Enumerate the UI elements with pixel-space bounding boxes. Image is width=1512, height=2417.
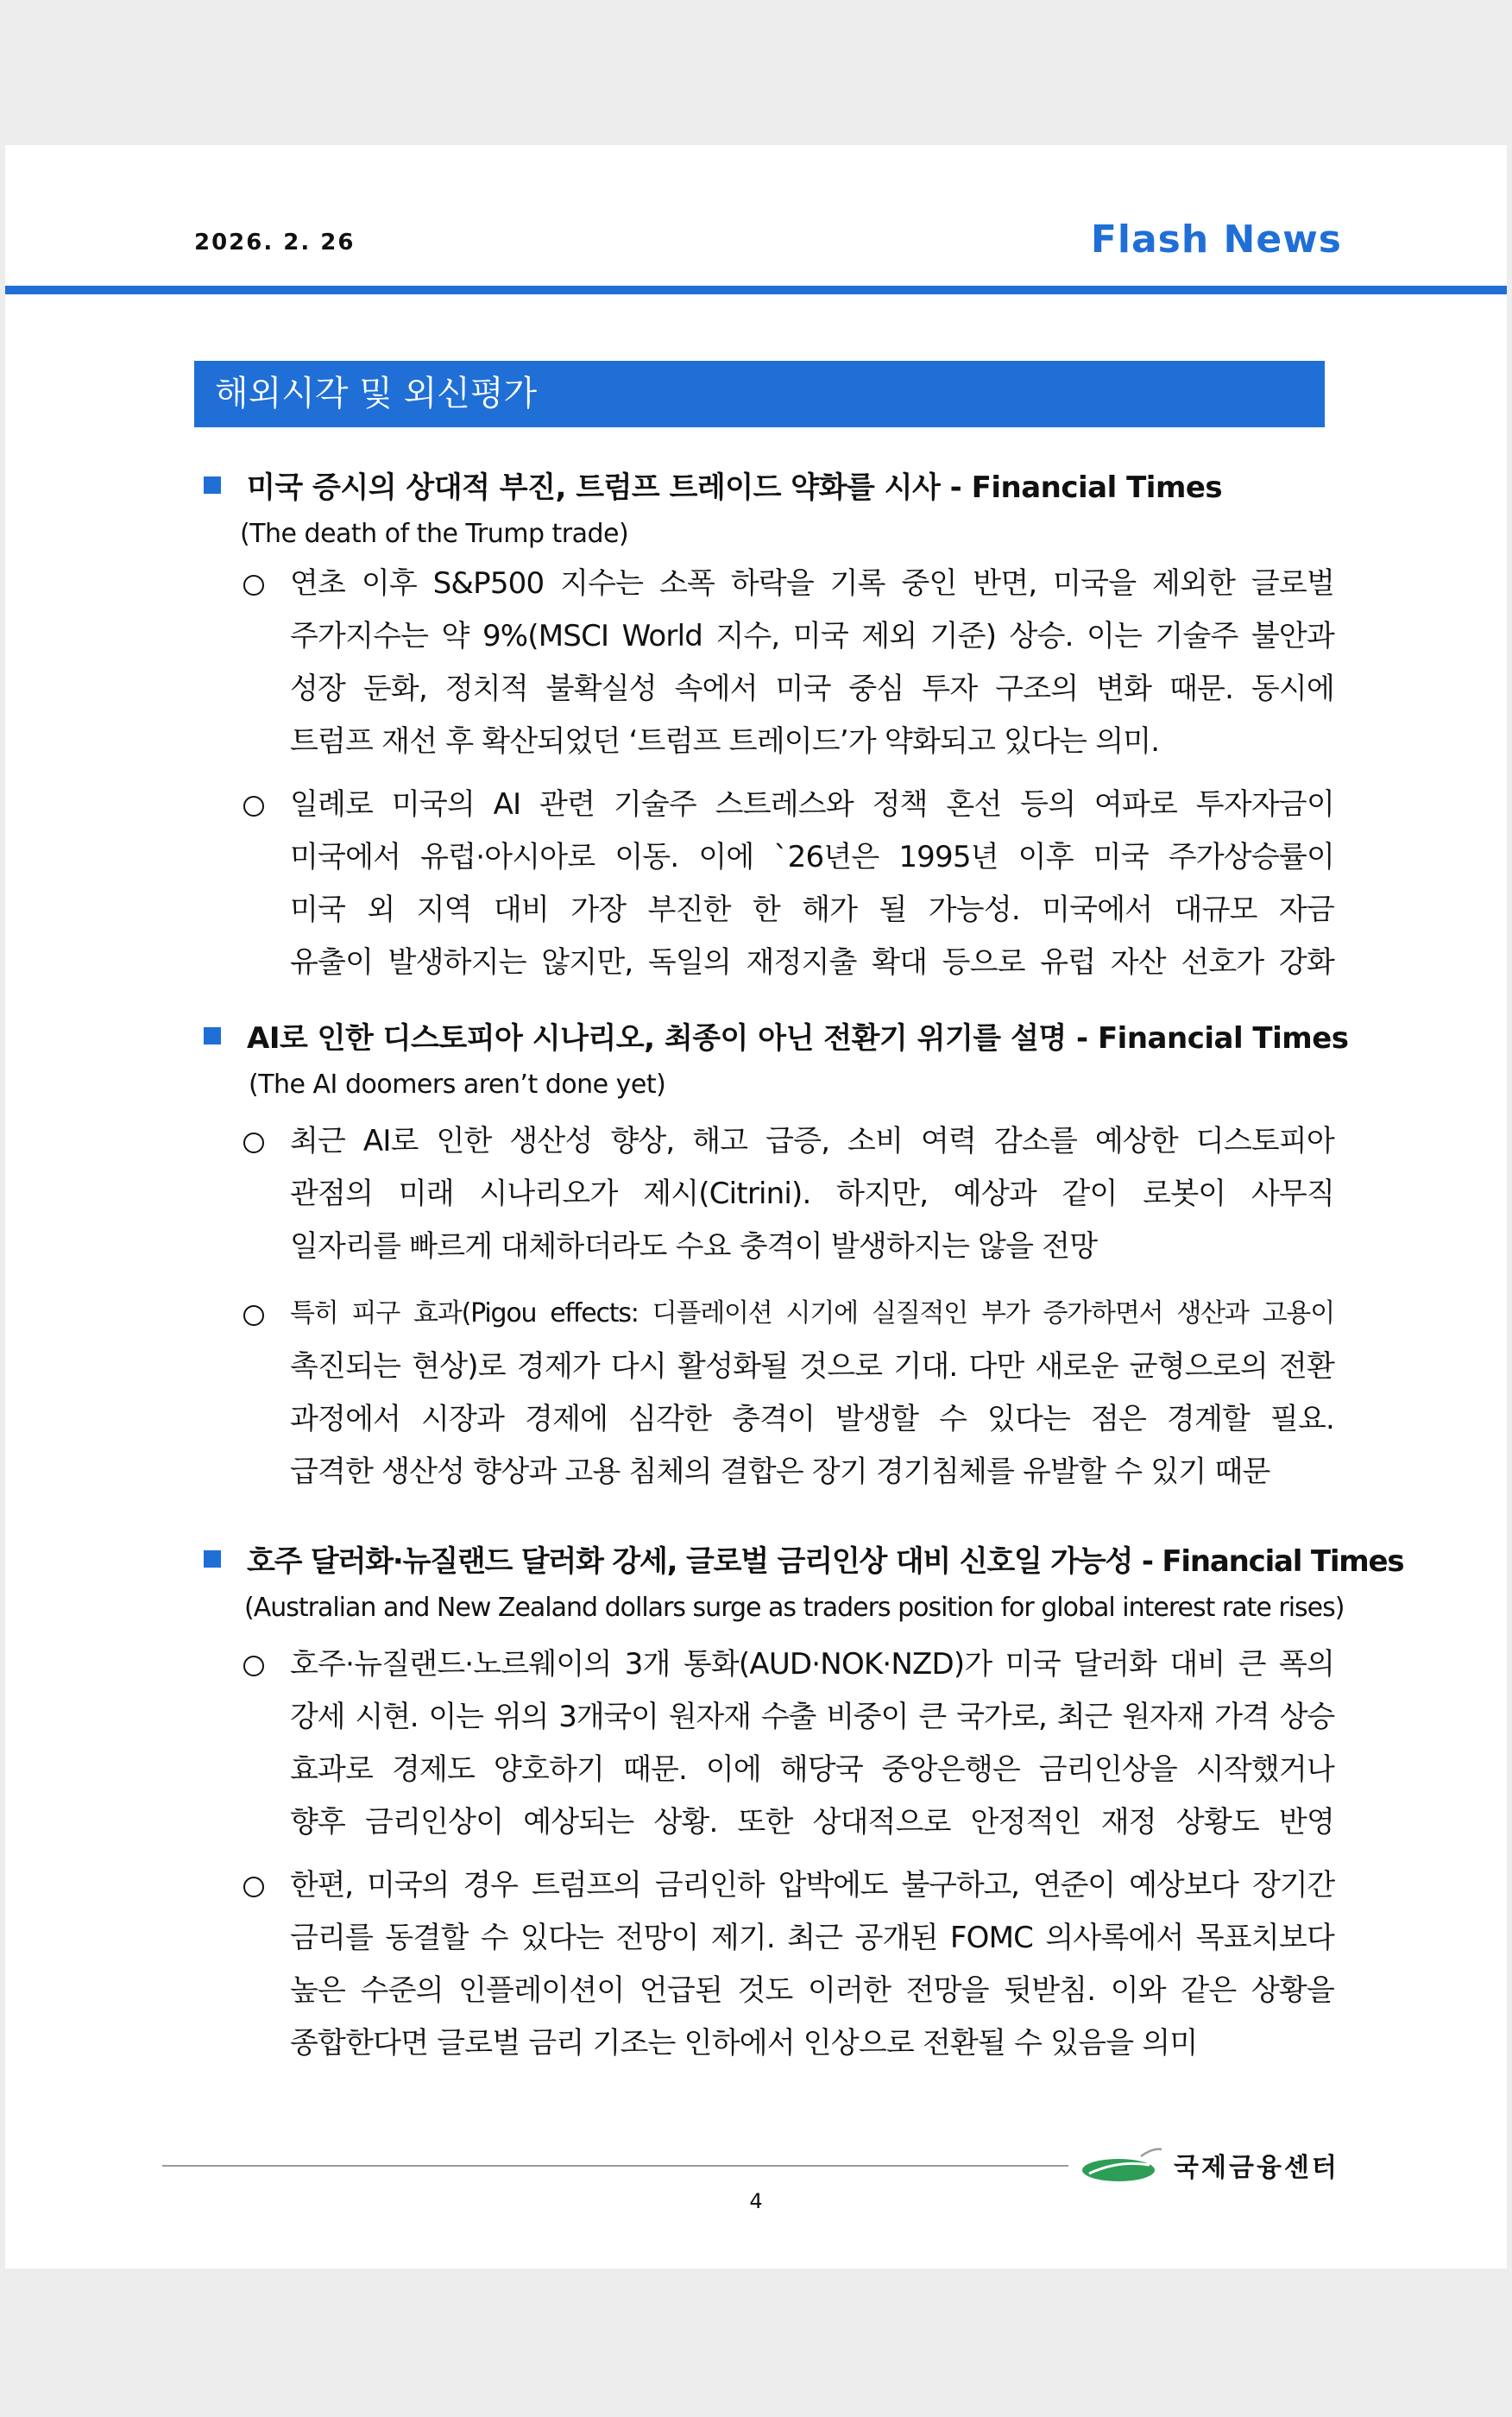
circle-bullet-icon xyxy=(243,796,264,817)
section-title: 해외시각 및 외신평가 xyxy=(194,361,1325,427)
bullet-line: 연초 이후 S&P500 지수는 소폭 하락을 기록 중인 반면, 미국을 제외한 글로벌 xyxy=(290,566,1334,601)
document-page xyxy=(5,145,1507,2269)
circle-bullet-icon xyxy=(243,1133,264,1153)
bullet-line: 유출이 발생하지는 않지만, 독일의 재정지출 확대 등으로 유럽 자산 선호가 강화 xyxy=(290,945,1334,980)
bullet-line: 미국 외 지역 대비 가장 부진한 한 해가 될 가능성. 미국에서 대규모 자금 xyxy=(290,893,1334,927)
bullet-line: 과정에서 시장과 경제에 심각한 충격이 발생할 수 있다는 점은 경계할 필요. xyxy=(290,1402,1334,1436)
article-subtitle: (The AI doomers aren’t done yet) xyxy=(249,1070,666,1100)
article-title: 호주 달러화·뉴질랜드 달러화 강세, 글로벌 금리인상 대비 신호일 가능성 - Financial Times xyxy=(204,1537,1403,1580)
bullet-line: 성장 둔화, 정치적 불확실성 속에서 미국 중심 투자 구조의 변화 때문. 동시에 xyxy=(290,672,1334,706)
article-subtitle: (The death of the Trump trade) xyxy=(240,519,629,549)
bullet-line: 특히 피구 효과(Pigou effects: 디플레이션 시기에 실질적인 부가 증가하면서 생산과 고용이 xyxy=(290,1298,1334,1328)
report-date: 2026. 2. 26 xyxy=(194,230,356,256)
bullet-line: 미국에서 유럽·아시아로 이동. 이에 `26년은 1995년 이후 미국 주가상승률이 xyxy=(290,840,1334,874)
bullet-line: 호주·뉴질랜드·노르웨이의 3개 통화(AUD·NOK·NZD)가 미국 달러화 대비 큰 폭의 xyxy=(290,1647,1334,1682)
footer-rule xyxy=(162,2165,1068,2167)
bullet-line: 한편, 미국의 경우 트럼프의 금리인하 압박에도 불구하고, 연준이 예상보다 장기간 xyxy=(290,1868,1334,1903)
bullet-line: 최근 AI로 인한 생산성 향상, 해고 급증, 소비 여력 감소를 예상한 디스토피아 xyxy=(290,1124,1334,1158)
article-subtitle: (Australian and New Zealand dollars surge as traders position for global interest rate rises) xyxy=(244,1593,1345,1623)
bullet-line: 효과로 경제도 양호하기 때문. 이에 해당국 중앙은행은 금리인상을 시작했거나 xyxy=(290,1752,1334,1787)
bullet-line: 향후 금리인상이 예상되는 상황. 또한 상대적으로 안정적인 재정 상황도 반영 xyxy=(290,1805,1334,1840)
bullet-line: 주가지수는 약 9%(MSCI World 지수, 미국 제외 기준) 상승. 이는 기술주 불안과 xyxy=(290,619,1334,653)
square-bullet-icon xyxy=(204,1550,221,1568)
bullet-line: 트럼프 재선 후 확산되었던 ‘트럼프 트레이드’가 약화되고 있다는 의미. xyxy=(290,724,1160,759)
header-rule xyxy=(5,286,1507,294)
bullet-line: 촉진되는 현상)로 경제가 다시 활성화될 것으로 기대. 다만 새로운 균형으로의 전환 xyxy=(290,1349,1334,1384)
bullet-line: 종합한다면 글로벌 금리 기조는 인하에서 인상으로 전환될 수 있음을 의미 xyxy=(290,2026,1198,2060)
square-bullet-icon xyxy=(204,476,221,494)
circle-bullet-icon xyxy=(243,575,264,596)
bullet-line: 강세 시현. 이는 위의 3개국이 원자재 수출 비중이 큰 국가로, 최근 원자재 가격 상승 xyxy=(290,1700,1334,1734)
bullet-line: 관점의 미래 시나리오가 제시(Citrini). 하지만, 예상과 같이 로봇이 사무직 xyxy=(290,1177,1334,1211)
square-bullet-icon xyxy=(204,1027,221,1044)
bullet-line: 일자리를 빠르게 대체하더라도 수요 충격이 발생하지는 않을 전망 xyxy=(290,1229,1098,1264)
bullet-line: 일례로 미국의 AI 관련 기술주 스트레스와 정책 혼선 등의 여파로 투자자금이 xyxy=(290,787,1334,822)
page-number: 4 xyxy=(749,2189,763,2213)
circle-bullet-icon xyxy=(243,1305,264,1326)
article-title: 미국 증시의 상대적 부진, 트럼프 트레이드 약화를 시사 - Financial Times xyxy=(204,464,1222,506)
bullet-line: 금리를 동결할 수 있다는 전망이 제기. 최근 공개된 FOMC 의사록에서 목표치보다 xyxy=(290,1921,1334,1955)
circle-bullet-icon xyxy=(243,1877,264,1897)
report-brand: Flash News xyxy=(1090,218,1342,262)
bullet-line: 급격한 생산성 향상과 고용 침체의 결합은 장기 경기침체를 유발할 수 있기 때문 xyxy=(290,1455,1270,1489)
organization-logo-icon xyxy=(1080,2146,1163,2184)
bullet-line: 높은 수준의 인플레이션이 언급된 것도 이러한 전망을 뒷받침. 이와 같은 상황을 xyxy=(290,1973,1334,2008)
article-title: AI로 인한 디스토피아 시나리오, 최종이 아닌 전환기 위기를 설명 - Financial Times xyxy=(204,1014,1349,1057)
organization-name: 국제금융센터 xyxy=(1174,2153,1339,2183)
circle-bullet-icon xyxy=(243,1656,264,1676)
